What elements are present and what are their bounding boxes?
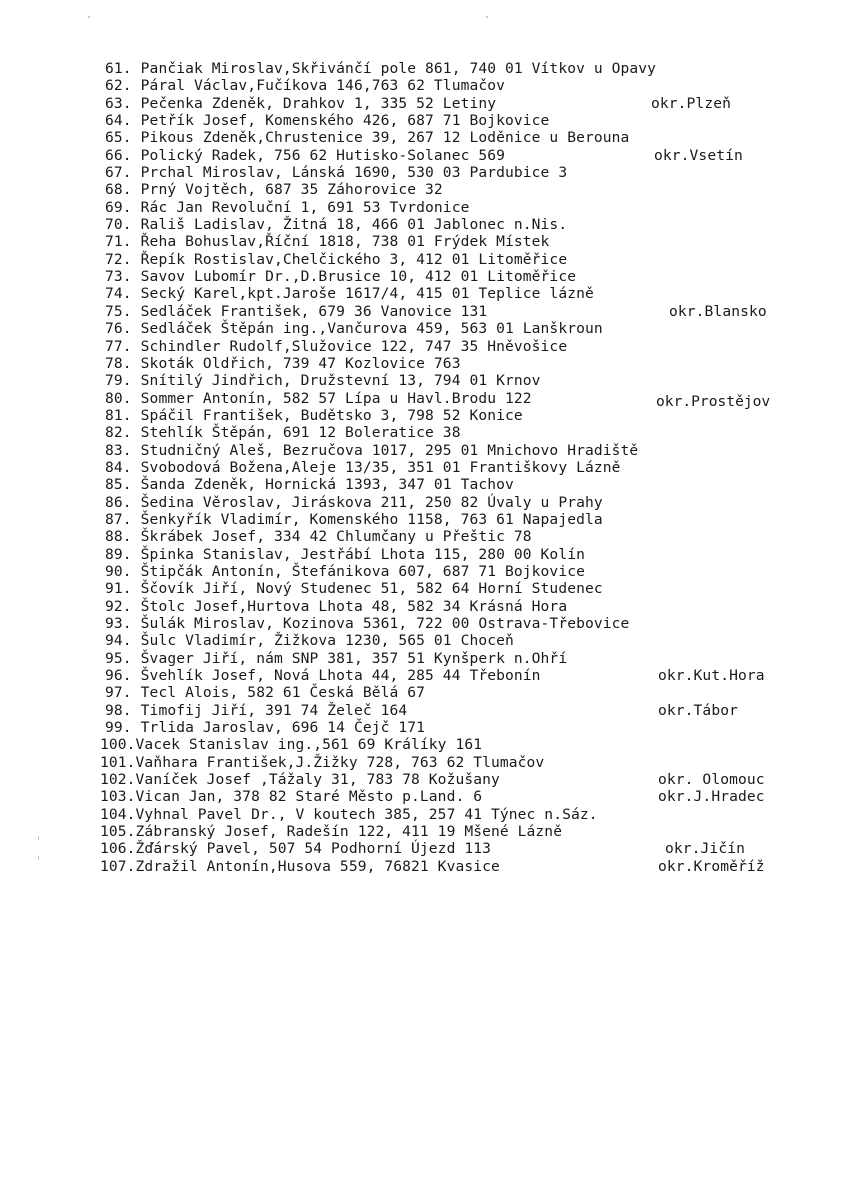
list-item <box>105 528 805 545</box>
entry-number: 92. <box>105 597 132 615</box>
list-item <box>100 788 805 806</box>
entry-number: 63. <box>105 94 132 112</box>
list-item <box>105 216 805 233</box>
entry-number: 81. <box>105 406 132 424</box>
entry-address: Pikous Zdeněk,Chrustenice 39, 267 12 Loděnice u Berouna <box>140 129 630 147</box>
list-item <box>105 77 805 94</box>
list-item <box>105 268 805 285</box>
entry-region: okr.Blansko <box>669 302 767 320</box>
entry-number: 67. <box>105 164 132 182</box>
entry-address: Rác Jan Revoluční 1, 691 53 Tvrdonice <box>140 198 470 216</box>
list-item <box>105 303 805 320</box>
entry-number: 96. <box>105 667 132 685</box>
list-item <box>100 753 805 771</box>
entry-region: okr.Tábor <box>658 701 738 719</box>
entry-region: okr.J.Hradec <box>658 788 765 806</box>
list-item <box>105 251 805 268</box>
entry-number: 72. <box>105 250 132 268</box>
entry-number: 98. <box>105 701 132 719</box>
entry-address: Vacek Stanislav ing.,561 69 Králíky 161 <box>135 736 483 754</box>
entry-number: 89. <box>105 545 132 563</box>
list-item <box>105 598 805 615</box>
entry-region: okr.Vsetín <box>654 146 743 164</box>
entry-address: Trlida Jaroslav, 696 14 Čejč 171 <box>140 719 426 737</box>
entry-address: Pančiak Miroslav,Skřivánčí pole 861, 740 01 Vítkov u Opavy <box>140 60 657 77</box>
entry-number: 107. <box>100 857 136 875</box>
list-item <box>105 546 805 563</box>
list-item <box>105 60 805 77</box>
entry-address: Šulc Vladimír, Žižkova 1230, 565 01 Choceň <box>140 632 514 650</box>
entry-number: 106. <box>100 840 136 858</box>
entry-address: Rališ Ladislav, Žitná 18, 466 01 Jablonec n.Nis. <box>140 216 568 234</box>
entry-address: Šenkyřík Vladimír, Komenského 1158, 763 61 Napajedla <box>140 510 603 528</box>
list-item <box>105 147 805 164</box>
entry-number: 90. <box>105 562 132 580</box>
entry-address: Švager Jiří, nám SNP 381, 357 51 Kynšperk n.Ohří <box>140 649 568 667</box>
entry-number: 87. <box>105 510 132 528</box>
entry-number: 73. <box>105 268 132 286</box>
entry-number: 71. <box>105 233 132 251</box>
list-item <box>100 840 805 858</box>
list-item <box>105 112 805 129</box>
entry-number: 78. <box>105 354 132 372</box>
entry-number: 83. <box>105 441 132 459</box>
entry-address: Savov Lubomír Dr.,D.Brusice 10, 412 01 Litoměřice <box>140 268 577 286</box>
list-item <box>105 615 805 632</box>
list-item <box>105 199 805 216</box>
entry-number: 91. <box>105 580 132 598</box>
list-item <box>105 459 805 476</box>
list-item <box>105 95 805 112</box>
list-item <box>100 771 805 789</box>
entry-address: Švehlík Josef, Nová Lhota 44, 285 44 Třebonín <box>140 667 541 685</box>
entry-number: 86. <box>105 493 132 511</box>
list-item <box>105 355 805 372</box>
entry-address: Prchal Miroslav, Lánská 1690, 530 03 Pardubice 3 <box>140 164 568 182</box>
list-item <box>105 233 805 250</box>
entry-number: 102. <box>100 771 136 789</box>
list-item <box>105 285 805 302</box>
entry-address: Řeha Bohuslav,Říční 1818, 738 01 Frýdek Místek <box>140 233 550 251</box>
entry-region: okr.Kut.Hora <box>658 667 765 685</box>
entry-address: Sedláček Štěpán ing.,Vančurova 459, 563 01 Lanškroun <box>140 320 603 338</box>
list-item <box>105 372 805 389</box>
entry-address: Špinka Stanislav, Jestřábí Lhota 115, 280 00 Kolín <box>140 545 585 563</box>
entry-address: Studničný Aleš, Bezručova 1017, 295 01 Mnichovo Hradiště <box>140 441 639 459</box>
entry-address: Řepík Rostislav,Chelčického 3, 412 01 Litoměřice <box>140 250 568 268</box>
entry-number: 77. <box>105 337 132 355</box>
list-item <box>100 805 805 823</box>
entry-number: 105. <box>100 823 136 841</box>
entry-number: 88. <box>105 528 132 546</box>
entry-address: Tecl Alois, 582 61 Česká Bělá 67 <box>140 684 426 702</box>
entry-address: Secký Karel,kpt.Jaroše 1617/4, 415 01 Teplice lázně <box>140 285 594 303</box>
entry-region: okr. Olomouc <box>658 771 765 789</box>
entry-number: 97. <box>105 684 132 702</box>
entry-number: 64. <box>105 112 132 130</box>
entry-number: 104. <box>100 805 136 823</box>
entry-number: 100. <box>100 736 136 754</box>
entry-address: Štolc Josef,Hurtova Lhota 48, 582 34 Krásná Hora <box>140 597 568 615</box>
entry-number: 95. <box>105 649 132 667</box>
scan-speck <box>88 16 90 18</box>
list-item <box>105 719 805 736</box>
entry-number: 74. <box>105 285 132 303</box>
entry-address: Pečenka Zdeněk, Drahkov 1, 335 52 Letiny <box>140 94 497 112</box>
entry-number: 82. <box>105 424 132 442</box>
address-list <box>100 60 805 875</box>
scan-speck <box>38 836 39 840</box>
list-item <box>105 511 805 528</box>
entry-address: Vaníček Josef ,Tážaly 31, 783 78 Kožušany <box>135 771 500 789</box>
entry-address: Spáčil František, Budětsko 3, 798 52 Konice <box>140 406 523 424</box>
list-item <box>105 702 805 719</box>
entry-region: okr.Jičín <box>665 840 745 858</box>
entry-address: Timofij Jiří, 391 74 Želeč 164 <box>140 701 408 719</box>
entry-address: Vican Jan, 378 82 Staré Město p.Land. 6 <box>135 788 483 806</box>
entry-number: 76. <box>105 320 132 338</box>
entry-number: 75. <box>105 302 132 320</box>
list-item <box>105 320 805 337</box>
list-item <box>105 494 805 511</box>
entry-region: okr.Kroměříž <box>658 857 765 875</box>
entry-address: Štipčák Antonín, Štefánikova 607, 687 71 Bojkovice <box>140 562 585 580</box>
entry-number: 79. <box>105 372 132 390</box>
list-item <box>105 164 805 181</box>
entry-address: Škrábek Josef, 334 42 Chlumčany u Přeštic 78 <box>140 528 532 546</box>
list-item <box>105 181 805 198</box>
list-item <box>100 736 805 754</box>
scan-speck <box>486 16 488 18</box>
entry-number: 80. <box>105 389 132 407</box>
region-label-prostejov: okr.Prostějov <box>656 393 771 410</box>
list-item <box>105 442 805 459</box>
entry-number: 93. <box>105 615 132 632</box>
list-item <box>105 476 805 493</box>
entry-address: Sedláček František, 679 36 Vanovice 131 <box>140 302 488 320</box>
entry-address: Ščovík Jiří, Nový Studenec 51, 582 64 Horní Studenec <box>140 580 603 598</box>
entry-address: Petřík Josef, Komenského 426, 687 71 Bojkovice <box>140 112 550 130</box>
entry-address: Skoták Oldřich, 739 47 Kozlovice 763 <box>140 354 461 372</box>
entry-address: Páral Václav,Fučíkova 146,763 62 Tlumačov <box>140 77 506 95</box>
entry-address: Stehlík Štěpán, 691 12 Boleratice 38 <box>140 424 461 442</box>
entry-number: 99. <box>105 719 132 737</box>
entry-address: Polický Radek, 756 62 Hutisko-Solanec 569 <box>140 146 506 164</box>
entry-number: 84. <box>105 458 132 476</box>
list-item <box>105 667 805 684</box>
entry-address: Zábranský Josef, Radešín 122, 411 19 Mšené Lázně <box>135 823 563 841</box>
entry-number: 101. <box>100 753 136 771</box>
entry-number: 69. <box>105 198 132 216</box>
entry-number: 85. <box>105 476 132 494</box>
entry-address: Schindler Rudolf,Služovice 122, 747 35 Hněvošice <box>140 337 568 355</box>
entry-address: Zdražil Antonín,Husova 559, 76821 Kvasice <box>135 857 500 875</box>
entry-number: 70. <box>105 216 132 234</box>
list-item <box>105 580 805 597</box>
entry-number: 61. <box>105 60 132 77</box>
entry-address: Sommer Antonín, 582 57 Lípa u Havl.Brodu 122 <box>140 389 532 407</box>
entry-number: 65. <box>105 129 132 147</box>
entry-number: 68. <box>105 181 132 199</box>
entry-address: Šulák Miroslav, Kozinova 5361, 722 00 Ostrava-Třebovice <box>140 615 630 632</box>
list-item <box>100 823 805 841</box>
scan-speck <box>38 856 39 860</box>
list-item <box>105 424 805 441</box>
list-item <box>105 563 805 580</box>
entry-address: Svobodová Božena,Aleje 13/35, 351 01 Františkovy Lázně <box>140 458 621 476</box>
list-item <box>105 129 805 146</box>
list-item <box>100 857 805 875</box>
list-item <box>105 650 805 667</box>
entry-address: Snítilý Jindřich, Družstevní 13, 794 01 Krnov <box>140 372 541 390</box>
entry-address: Šanda Zdeněk, Hornická 1393, 347 01 Tachov <box>140 476 514 494</box>
entry-number: 103. <box>100 788 136 806</box>
entry-address: Vaňhara František,J.Žižky 728, 763 62 Tlumačov <box>135 753 545 771</box>
entry-address: Vyhnal Pavel Dr., V koutech 385, 257 41 Týnec n.Sáz. <box>135 805 598 823</box>
entry-region: okr.Plzeň <box>651 94 731 112</box>
list-item <box>105 338 805 355</box>
entry-number: 94. <box>105 632 132 650</box>
entry-address: Šedina Věroslav, Jiráskova 211, 250 82 Úvaly u Prahy <box>140 493 603 511</box>
entry-number: 62. <box>105 77 132 95</box>
list-item <box>105 632 805 649</box>
list-item <box>105 684 805 701</box>
entry-number: 66. <box>105 146 132 164</box>
entry-address: Prný Vojtěch, 687 35 Záhorovice 32 <box>140 181 443 199</box>
entry-address: Žďárský Pavel, 507 54 Podhorní Újezd 113 <box>135 840 491 858</box>
